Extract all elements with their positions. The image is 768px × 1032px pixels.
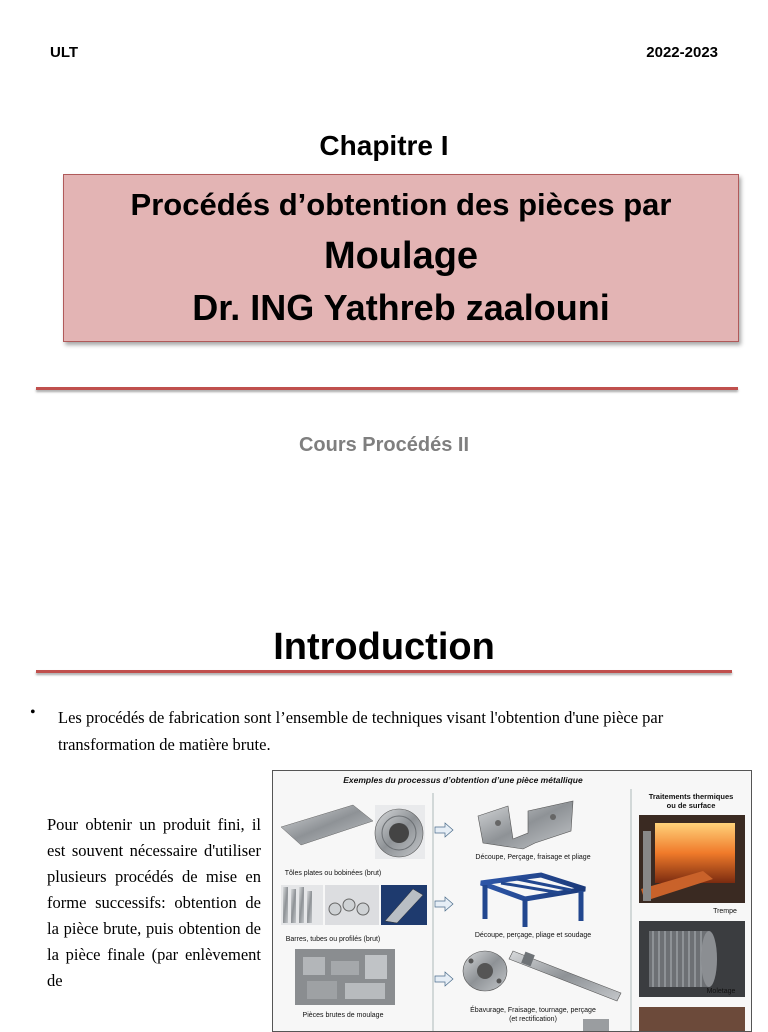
row1-raw-caption: Tôles plates ou bobinées (brut)	[284, 870, 382, 877]
header-right: 2022-2023	[646, 44, 718, 61]
arrow-icon	[435, 972, 453, 986]
bars-tubes-image	[281, 885, 427, 925]
machined-parts-image	[463, 951, 621, 1001]
section-title: Introduction	[273, 626, 495, 668]
sheet-metal-image	[281, 805, 425, 859]
figure-title: Exemples du processus d’obtention d’une pièce métallique	[343, 775, 583, 785]
bullet-icon: •	[30, 704, 36, 721]
row3-op-caption-line-1: Ébavurage, Fraisage, tournage, perçage	[470, 1007, 596, 1014]
partial-thumbnail	[639, 1007, 745, 1031]
cast-parts-image	[295, 949, 395, 1005]
treatment-title-line-2: ou de surface	[666, 801, 716, 810]
process-figure-svg	[273, 771, 751, 1031]
header-left: ULT	[50, 44, 79, 61]
title-line-3: Dr. ING Yathreb zaalouni	[192, 287, 610, 328]
arrow-icon	[435, 823, 453, 837]
knurling-caption: Moletage	[706, 988, 736, 995]
treatment-title-line-1: Traitements thermiques	[648, 792, 734, 801]
chapter-title: Chapitre I	[319, 130, 449, 161]
knurling-image	[639, 921, 745, 997]
body-paragraph: Pour obtenir un produit fini, il est souvent nécessaire d'utiliser plusieurs procédés de mise en forme successifs: obtention de la pièce brute, puis obtention de la pièce finale (par enlèvement de	[47, 815, 261, 990]
row3-raw-caption: Pièces brutes de moulage	[302, 1012, 384, 1019]
row1-op-caption: Découpe, Perçage, fraisage et pliage	[475, 854, 591, 861]
process-figure	[272, 770, 752, 1032]
partial-thumbnail	[583, 1019, 609, 1031]
bent-bracket-image	[478, 801, 573, 849]
bullet-text: Les procédés de fabrication sont l’ensemble de techniques visant l'obtention d'une pièce par transformation de matière brute.	[58, 708, 664, 754]
title-line-1: Procédés d’obtention des pièces par	[130, 187, 672, 222]
quench-caption: Trempe	[713, 908, 737, 915]
course-subtitle: Cours Procédés II	[298, 434, 470, 456]
title-box	[63, 174, 739, 342]
title-line-2: Moulage	[323, 235, 479, 277]
section-divider	[36, 670, 732, 673]
welded-frame-image	[481, 875, 585, 927]
quench-image	[639, 815, 745, 903]
arrow-icon	[435, 897, 453, 911]
row2-raw-caption: Barres, tubes ou profilés (brut)	[285, 936, 381, 943]
divider	[36, 387, 738, 390]
row2-op-caption: Découpe, perçage, pliage et soudage	[474, 932, 592, 939]
row3-op-caption-line-2: (et rectification)	[509, 1016, 557, 1023]
